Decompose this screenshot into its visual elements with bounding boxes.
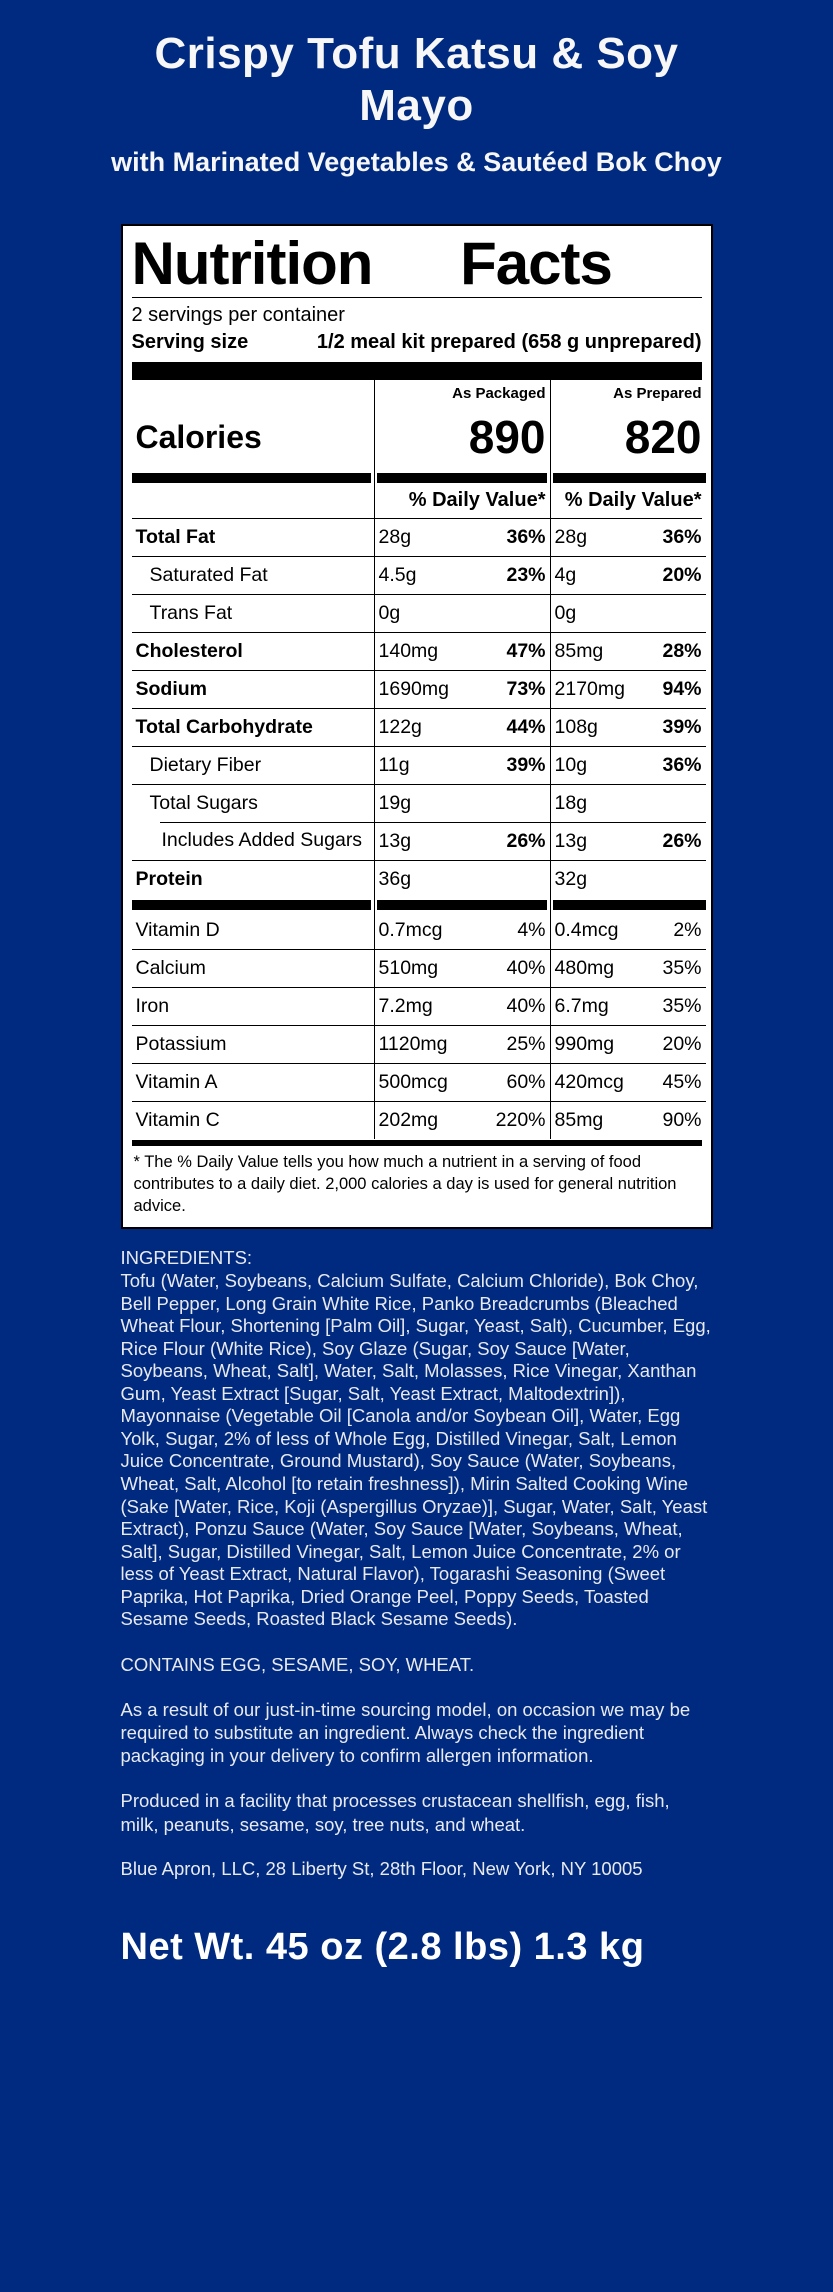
packaged-dv: 60% bbox=[506, 1071, 546, 1094]
nutrient-row-total-fat bbox=[132, 519, 702, 556]
micronutrient-label: Vitamin A bbox=[132, 1063, 374, 1101]
packaged-amount: 1690mg bbox=[378, 678, 449, 701]
micronutrient-bar-row bbox=[132, 898, 702, 912]
packaged-dv: 23% bbox=[506, 564, 546, 587]
nutrient-label: Cholesterol bbox=[132, 632, 374, 670]
prepared-dv: 45% bbox=[662, 1071, 702, 1094]
prepared-amount: 13g bbox=[554, 830, 588, 853]
content-column bbox=[121, 224, 713, 1968]
prepared-dv: 36% bbox=[662, 526, 702, 549]
nutrient-row-sodium bbox=[132, 670, 702, 708]
bar-segment bbox=[374, 471, 550, 485]
nutrient-row-trans-fat bbox=[132, 594, 702, 632]
daily-value-footnote: * The % Daily Value tells you how much a nutrient in a serving of food contributes to a daily diet. 2,000 calories a day is used for general nutrition advice. bbox=[133, 1153, 677, 1215]
serving-size-value: 1/2 meal kit prepared (658 g unprepared) bbox=[316, 331, 702, 354]
bar-segment bbox=[550, 471, 706, 485]
bar-segment bbox=[132, 898, 374, 912]
packaged-amount: 28g bbox=[378, 526, 412, 549]
nutrient-row-dietary-fiber bbox=[132, 746, 702, 784]
packaged-dv: 73% bbox=[506, 678, 546, 701]
packaged-dv: 25% bbox=[506, 1033, 546, 1056]
calories-bar-row bbox=[132, 471, 702, 485]
net-weight: Net Wt. 45 oz (2.8 lbs) 1.3 kg bbox=[120, 1925, 645, 1968]
nutrient-label: Saturated Fat bbox=[132, 556, 374, 594]
packaged-dv: 47% bbox=[506, 640, 546, 663]
calories-row bbox=[132, 404, 702, 471]
packaged-amount: 510mg bbox=[378, 957, 439, 980]
micronutrient-label: Potassium bbox=[132, 1025, 374, 1063]
nutrient-label: Trans Fat bbox=[132, 594, 374, 632]
serving-size-label: Serving size bbox=[131, 331, 249, 354]
prepared-dv: 35% bbox=[662, 957, 702, 980]
prepared-dv: 20% bbox=[662, 564, 702, 587]
micronutrient-row-iron bbox=[132, 987, 702, 1025]
packaged-dv: 26% bbox=[506, 830, 546, 853]
packaged-amount: 140mg bbox=[378, 640, 439, 663]
column-header-packaged: As Packaged bbox=[374, 380, 550, 404]
servings-per-container: 2 servings per container bbox=[131, 304, 345, 327]
prepared-amount: 480mg bbox=[554, 957, 615, 980]
nutrient-label: Total Sugars bbox=[132, 784, 374, 822]
company-address: Blue Apron, LLC, 28 Liberty St, 28th Floor, New York, NY 10005 bbox=[120, 1857, 643, 1879]
prepared-amount: 32g bbox=[554, 868, 588, 891]
packaged-amount: 7.2mg bbox=[378, 995, 433, 1018]
packaged-amount: 13g bbox=[378, 830, 412, 853]
prepared-amount: 6.7mg bbox=[554, 995, 609, 1018]
prepared-dv: 28% bbox=[662, 640, 702, 663]
prepared-dv: 90% bbox=[662, 1109, 702, 1132]
micronutrient-label: Iron bbox=[132, 987, 374, 1025]
micronutrient-label: Calcium bbox=[132, 949, 374, 987]
daily-value-header-row bbox=[132, 485, 702, 519]
prepared-amount: 18g bbox=[554, 792, 588, 815]
prepared-amount: 28g bbox=[554, 526, 588, 549]
prepared-dv: 94% bbox=[662, 678, 702, 701]
packaged-amount: 122g bbox=[378, 716, 422, 739]
prepared-dv: 20% bbox=[662, 1033, 702, 1056]
nutrition-facts-panel bbox=[121, 224, 713, 1229]
column-headers-row bbox=[132, 380, 702, 404]
micronutrient-label: Vitamin C bbox=[132, 1101, 374, 1139]
micronutrient-row-potassium bbox=[132, 1025, 702, 1063]
prepared-dv: 39% bbox=[662, 716, 702, 739]
ingredients-text: Tofu (Water, Soybeans, Calcium Sulfate, Calcium Chloride), Bok Choy, Bell Pepper, Long Grain White Rice, Panko Breadcrumbs (Bleached Wheat Flour, Shortening [Palm Oil], Sugar, Yeast, Salt), Cucumber, Egg, Rice Flour (White Rice), Soy Glaze (Sugar, Soy Sauce [Water, Soybeans, Wheat, Salt], Water, Salt, Molasses, Rice Vinegar, Xanthan Gum, Yeast Extract [Sugar, Salt, Yeast Extract, Maltodextrin]), Mayonnaise (Vegetable Oil [Canola and/or Soybean Oil], Water, Egg Yolk, Sugar, 2% of less of Whole Egg, Distilled Vinegar, Salt, Lemon Juice Concentrate, Ground Mustard), Soy Sauce (Water, Soybeans, Wheat, Salt, Alcohol [to retain freshness]), Mirin Salted Cooking Wine (Sake [Water, Rice, Koji (Aspergillus Oryzae)], Sugar, Water, Salt, Yeast Extract), Ponzu Sauce (Water, Soy Sauce [Water, Soybeans, Wheat, Salt], Sugar, Distilled Vinegar, Salt, Lemon Juice Concentrate, 2% or less of Yeast Extract, Natural Flavor), Togarashi Seasoning (Sweet Paprika, Hot Paprika, Dried Orange Peel, Poppy Seeds, Toasted Sesame Seeds, Roasted Black Sesame Seeds). bbox=[120, 1269, 711, 1630]
daily-value-header-prepared: % Daily Value* bbox=[550, 485, 706, 518]
packaged-dv: 4% bbox=[517, 919, 546, 942]
packaged-dv: 36% bbox=[506, 526, 546, 549]
prepared-amount: 10g bbox=[554, 754, 588, 777]
micronutrient-row-vitamin-c bbox=[132, 1101, 702, 1139]
daily-value-spacer bbox=[132, 485, 374, 518]
calories-packaged-value: 890 bbox=[374, 404, 550, 471]
packaged-amount: 500mcg bbox=[378, 1071, 448, 1094]
nutrient-label: Includes Added Sugars bbox=[132, 822, 374, 860]
contains-statement: CONTAINS EGG, SESAME, SOY, WHEAT. bbox=[120, 1653, 475, 1675]
recipe-header bbox=[0, 28, 833, 178]
nutrient-row-saturated-fat bbox=[132, 556, 702, 594]
prepared-amount: 4g bbox=[554, 564, 577, 587]
calories-label: Calories bbox=[135, 419, 262, 456]
bar-segment bbox=[550, 898, 706, 912]
prepared-amount: 420mcg bbox=[554, 1071, 624, 1094]
nutrient-row-added-sugars bbox=[132, 822, 702, 860]
prepared-amount: 0g bbox=[554, 602, 577, 625]
nutrient-label: Protein bbox=[132, 860, 374, 898]
daily-value-header-packaged: % Daily Value* bbox=[374, 485, 550, 518]
packaged-dv: 40% bbox=[506, 957, 546, 980]
prepared-amount: 990mg bbox=[554, 1033, 615, 1056]
packaged-dv: 44% bbox=[506, 716, 546, 739]
bar-segment bbox=[132, 471, 374, 485]
recipe-subtitle: with Marinated Vegetables & Sautéed Bok Choy bbox=[111, 146, 722, 177]
nutrient-label: Dietary Fiber bbox=[132, 746, 374, 784]
header-thick-bar bbox=[132, 362, 702, 380]
recipe-title: Crispy Tofu Katsu & Soy Mayo bbox=[154, 29, 679, 130]
ingredients-heading: INGREDIENTS: bbox=[120, 1247, 253, 1269]
prepared-dv: 36% bbox=[662, 754, 702, 777]
prepared-amount: 0.4mcg bbox=[554, 919, 619, 942]
packaged-dv: 220% bbox=[495, 1109, 546, 1132]
prepared-amount: 85mg bbox=[554, 640, 604, 663]
ingredients-section bbox=[121, 1247, 713, 1631]
prepared-amount: 85mg bbox=[554, 1109, 604, 1132]
nutrient-label: Total Carbohydrate bbox=[132, 708, 374, 746]
micronutrient-row-vitamin-a bbox=[132, 1063, 702, 1101]
prepared-dv: 2% bbox=[673, 919, 702, 942]
facility-note: Produced in a facility that processes crustacean shellfish, egg, fish, milk, peanuts, sesame, soy, tree nuts, and wheat. bbox=[120, 1790, 670, 1835]
prepared-amount: 2170mg bbox=[554, 678, 625, 701]
nutrient-row-protein bbox=[132, 860, 702, 898]
nutrient-row-total-sugars bbox=[132, 784, 702, 822]
packaged-amount: 4.5g bbox=[378, 564, 417, 587]
packaged-amount: 36g bbox=[378, 868, 412, 891]
prepared-dv: 26% bbox=[662, 830, 702, 853]
micronutrient-row-vitamin-d bbox=[132, 912, 702, 949]
packaged-dv: 39% bbox=[506, 754, 546, 777]
packaged-amount: 0.7mcg bbox=[378, 919, 443, 942]
calories-prepared-value: 820 bbox=[550, 404, 706, 471]
packaged-dv: 40% bbox=[506, 995, 546, 1018]
packaged-amount: 1120mg bbox=[378, 1033, 448, 1056]
micronutrient-label: Vitamin D bbox=[135, 919, 220, 942]
serving-size-row bbox=[132, 329, 702, 360]
micronutrient-row-calcium bbox=[132, 949, 702, 987]
nutrition-facts-title: Nutrition Facts bbox=[131, 230, 612, 298]
packaged-amount: 0g bbox=[378, 602, 401, 625]
prepared-amount: 108g bbox=[554, 716, 598, 739]
column-header-spacer bbox=[132, 380, 374, 404]
bar-segment bbox=[374, 898, 550, 912]
nutrient-label: Sodium bbox=[132, 670, 374, 708]
packaged-amount: 202mg bbox=[378, 1109, 439, 1132]
packaged-amount: 19g bbox=[378, 792, 412, 815]
prepared-dv: 35% bbox=[662, 995, 702, 1018]
column-header-prepared: As Prepared bbox=[550, 380, 706, 404]
nutrient-row-cholesterol bbox=[132, 632, 702, 670]
nutrient-row-total-carbohydrate bbox=[132, 708, 702, 746]
packaged-amount: 11g bbox=[378, 754, 410, 777]
nutrient-label: Total Fat bbox=[135, 526, 216, 549]
substitution-note: As a result of our just-in-time sourcing model, on occasion we may be required to substitute an ingredient. Always check the ingredient packaging in your delivery to confirm allergen information. bbox=[120, 1699, 691, 1767]
